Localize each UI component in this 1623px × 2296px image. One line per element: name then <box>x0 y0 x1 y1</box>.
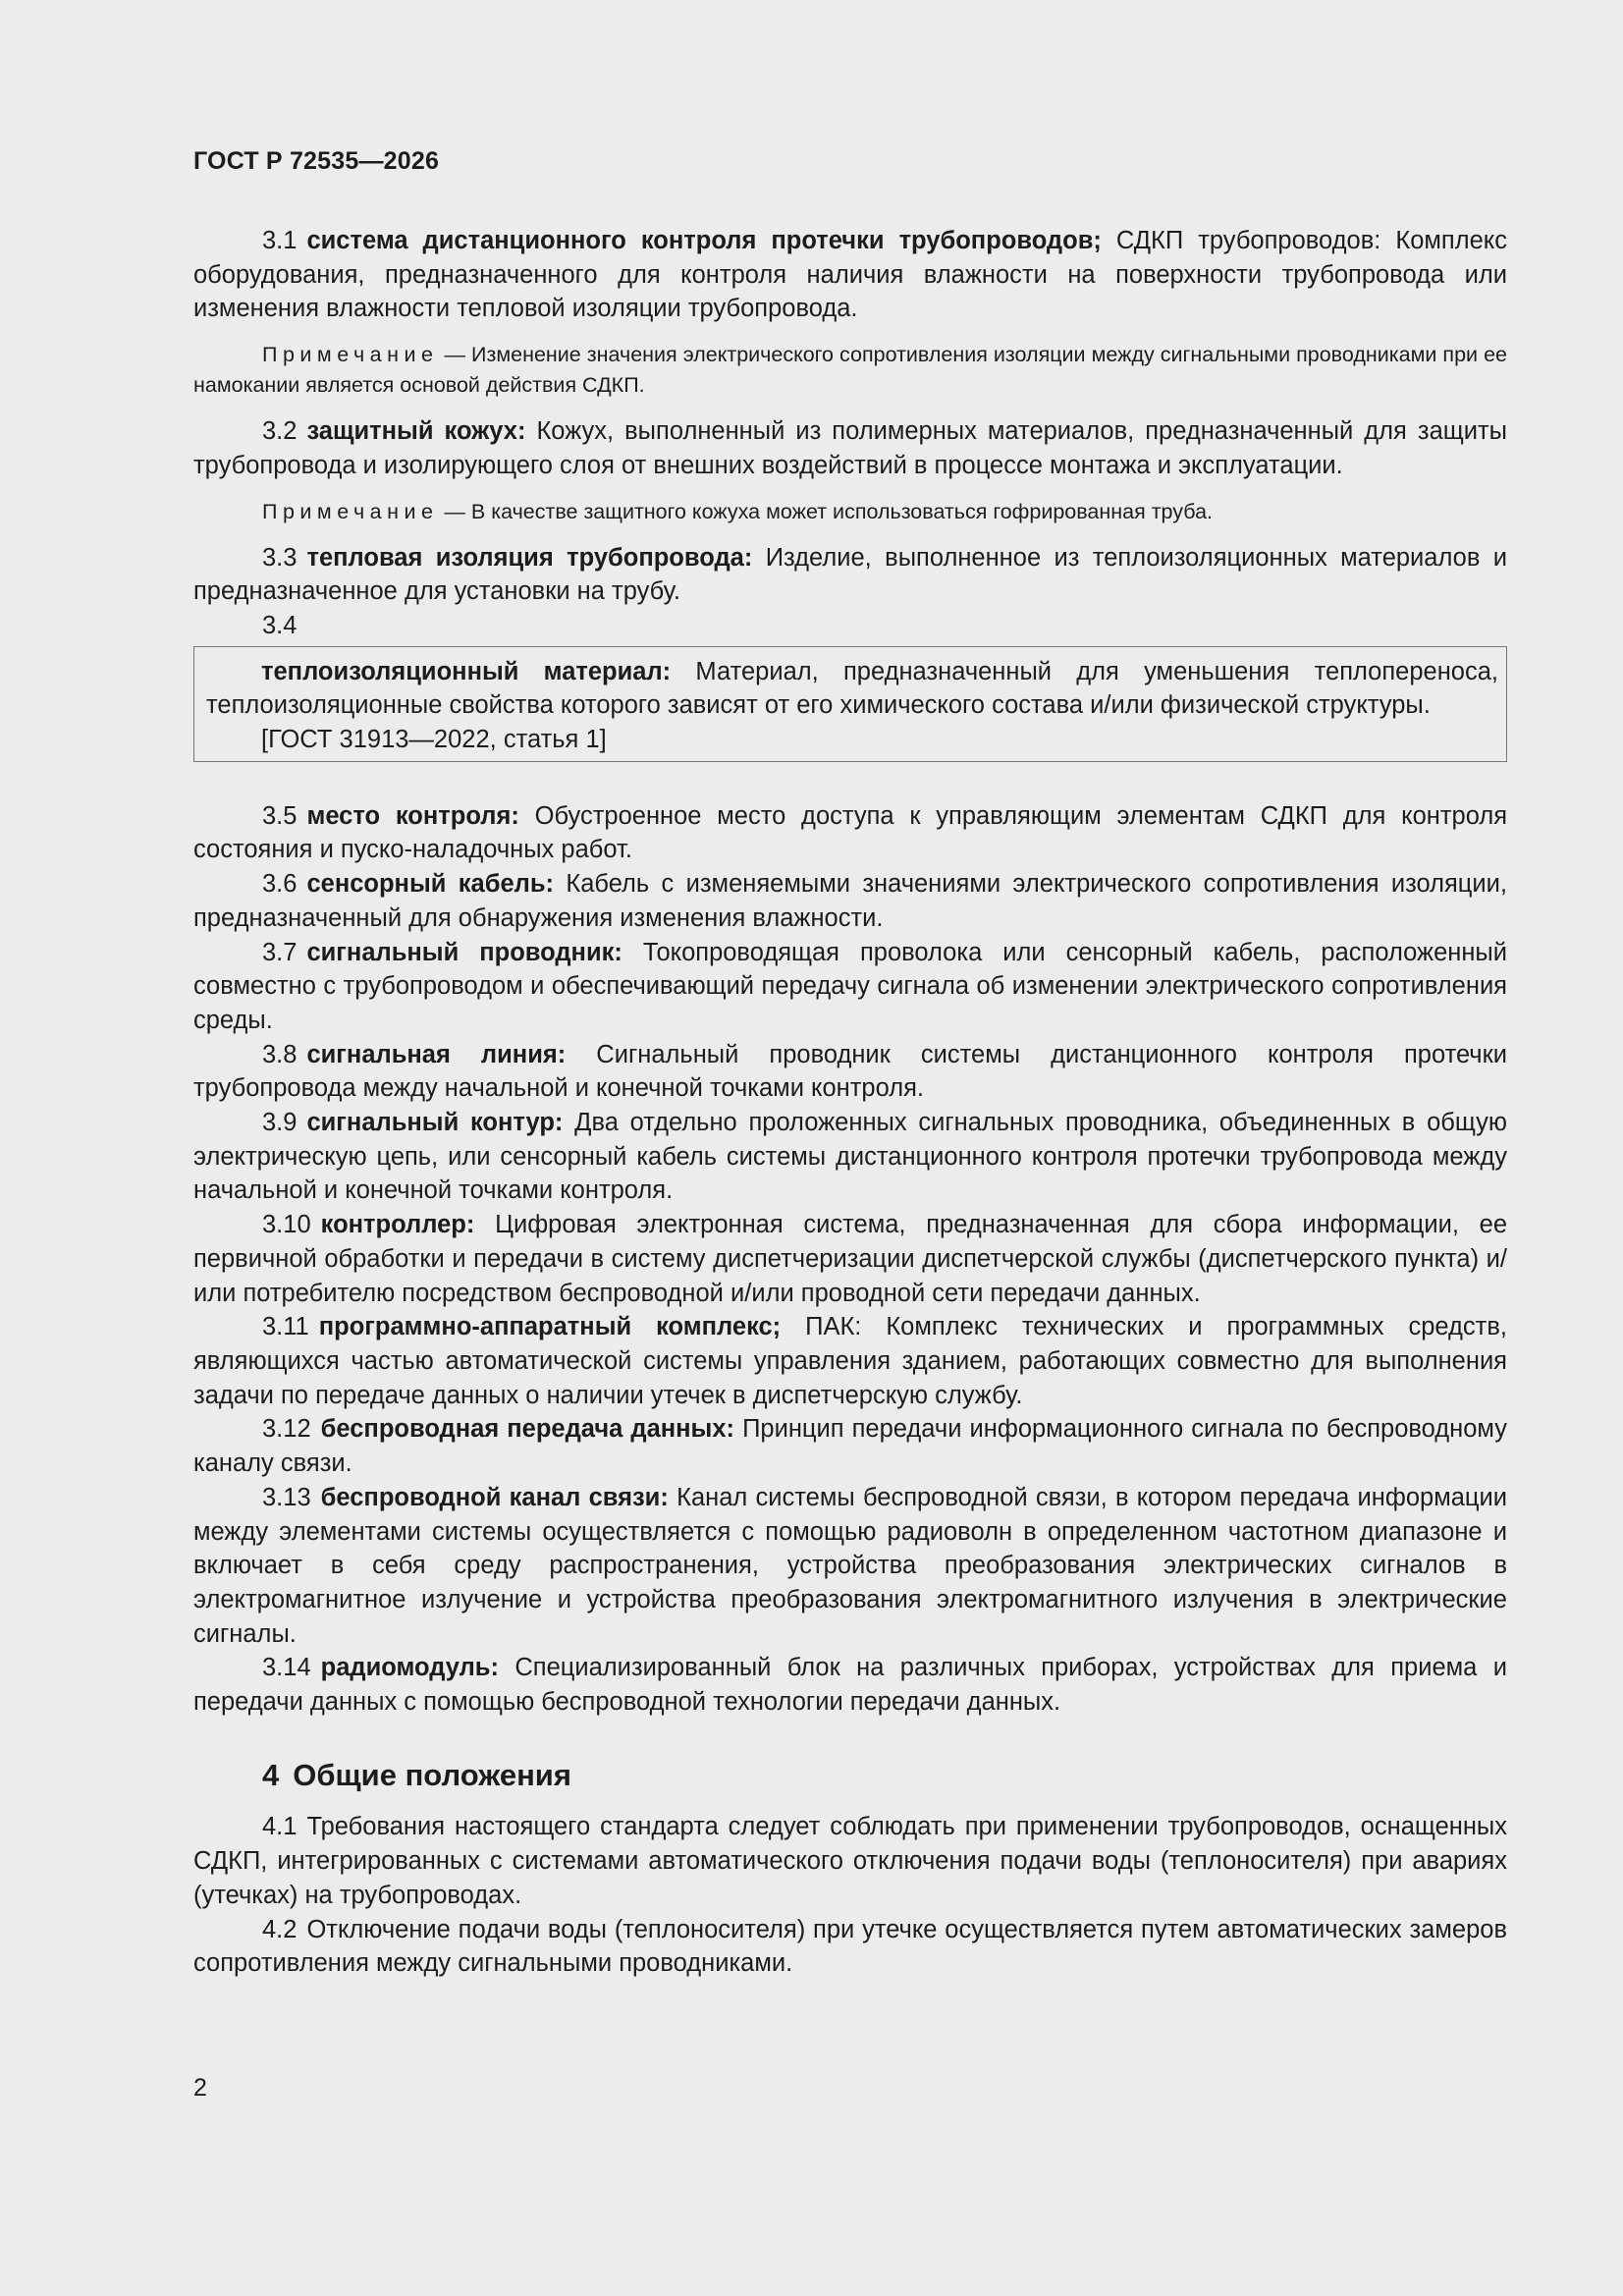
definition-3-2 <box>193 414 1507 482</box>
definition-3-12 <box>193 1412 1507 1480</box>
term: тепловая изоляция трубопровода: <box>306 543 753 572</box>
definition-text: Кожух, выполненный из полимерных материалов, предназначенный для защиты трубопровода и изолирующего слоя от внешних воздействий в процессе монтажа и эксплуатации. <box>193 417 1507 479</box>
note-text: — Изменение значения электрического сопротивления изоляции между сигнальными проводниками при ее намокании является основой действия СДКП. <box>193 343 1507 398</box>
definition-text: Обустроенное место доступа к управляющим элементам СДКП для контроля состояния и пуско-наладочных работ. <box>193 801 1508 864</box>
document-header: ГОСТ Р 72535—2026 <box>193 147 440 175</box>
clause-number: 3.13 <box>262 1483 311 1511</box>
clause-text: Требования настоящего стандарта следует соблюдать при применении трубопроводов, оснащенных СДКП, интегрированных с системами автоматического отключения подачи воды (теплоносителя) при авариях (утечках) на трубопроводах. <box>193 1813 1507 1909</box>
term: место контроля: <box>306 801 519 830</box>
term: теплоизоляционный материал: <box>261 657 672 685</box>
clause-number: 3.1 <box>262 227 298 254</box>
definition-3-14 <box>193 1651 1507 1719</box>
clause-number: 4.2 <box>262 1915 298 1943</box>
note-label: Примечание <box>262 343 439 367</box>
term: программно-аппаратный комплекс; <box>318 1313 782 1341</box>
definition-3-13 <box>193 1481 1507 1652</box>
definition-text: Токопроводящая проволока или сенсорный кабель, расположенный совместно с трубопроводом и обеспечивающий передачу сигнала об изменении электрического сопротивления среды. <box>193 938 1507 1034</box>
term: сенсорный кабель: <box>306 870 554 899</box>
clause-number: 3.7 <box>262 938 298 966</box>
definition-3-6 <box>193 867 1507 935</box>
clause-number: 3.2 <box>262 417 298 446</box>
note-1 <box>193 340 1507 401</box>
definition-text: СДКП трубопроводов: Комплекс оборудования, предназначенного для контроля наличия влажности на поверхности трубопровода или изменения влажности тепловой изоляции трубопровода. <box>193 227 1507 323</box>
definition-3-10 <box>193 1208 1507 1310</box>
clause-number: 3.5 <box>262 801 298 830</box>
page-number: 2 <box>193 2074 207 2102</box>
definition-text: ПАК: Комплекс технических и программных средств, являющихся частью автоматической системы управления зданием, работающих совместно для выполнения задачи по передаче данных о наличии утечек в диспетчерскую службу. <box>193 1313 1507 1409</box>
definition-text: Сигнальный проводник системы дистанционного контроля протечки трубопровода между начальной и конечной точками контроля. <box>193 1040 1507 1103</box>
term: беспроводная передача данных: <box>320 1415 735 1444</box>
definition-3-1 <box>193 224 1507 326</box>
term: защитный кожух: <box>306 417 526 446</box>
term: контроллер: <box>320 1211 475 1239</box>
definition-3-11 <box>193 1310 1507 1412</box>
source-reference: [ГОСТ 31913—2022, статья 1] <box>261 726 607 754</box>
definition-text: Специализированный блок на различных приборах, устройствах для приема и передачи данных с помощью беспроводной технологии передачи данных. <box>193 1654 1507 1717</box>
clause-number: 3.11 <box>262 1313 309 1341</box>
section-title: Общие положения <box>293 1757 571 1792</box>
note-text: — В качестве защитного кожуха может использоваться гофрированная труба. <box>438 499 1214 523</box>
clause-number: 3.4 <box>262 611 298 639</box>
definition-text: Изделие, выполненное из теплоизоляционных материалов и предназначенное для установки на трубу. <box>193 543 1507 606</box>
note-label: Примечание <box>262 499 439 523</box>
definition-text: Кабель с изменяемыми значениями электрического сопротивления изоляции, предназначенный для обнаружения изменения влажности. <box>193 870 1507 932</box>
definition-3-9 <box>193 1106 1507 1208</box>
definition-3-3 <box>193 541 1507 609</box>
clause-number: 3.8 <box>262 1040 298 1068</box>
clause-number: 3.12 <box>262 1415 311 1444</box>
term: сигнальный проводник: <box>306 938 622 966</box>
section-heading <box>262 1759 1507 1793</box>
clause-number: 4.1 <box>262 1813 298 1841</box>
document-body <box>193 224 1507 1981</box>
clause-4-1 <box>193 1810 1507 1912</box>
note-2 <box>193 497 1507 527</box>
definition-text: Материал, предназначенный для уменьшения теплопереноса, теплоизоляционные свойства которого зависят от его химического состава и/или физической структуры. <box>206 657 1498 720</box>
clause-4-2 <box>193 1913 1507 1981</box>
clause-number: 3.10 <box>262 1211 311 1239</box>
definition-3-5 <box>193 799 1507 867</box>
clause-text: Отключение подачи воды (теплоносителя) при утечке осуществляется путем автоматических замеров сопротивления между сигнальными проводниками. <box>193 1915 1507 1978</box>
definition-text: Цифровая электронная система, предназначенная для сбора информации, ее первичной обработки и передачи в систему диспетчеризации диспетчерской службы (диспетчерского пункта) и/или потребителю посредством беспроводной и/или проводной сети передачи данных. <box>193 1211 1507 1307</box>
section-number: 4 <box>262 1757 280 1792</box>
clause-number: 3.14 <box>262 1654 311 1682</box>
term: сигнальный контур: <box>306 1109 564 1137</box>
definition-text: Два отдельно проложенных сигнальных проводника, объединенных в общую электрическую цепь, или сенсорный кабель системы дистанционного контроля протечки трубопровода между начальной и конечной точками контроля. <box>193 1109 1508 1205</box>
cited-definition <box>206 655 1498 723</box>
term: сигнальная линия: <box>306 1040 567 1068</box>
definition-text: Канал системы беспроводной связи, в котором передача информации между элементами системы осуществляется с помощью радиоволн в определенном частотном диапазоне и включает в себя среду распространения, устройства преобразования электрических сигналов в электромагнитное излучение и устройства преобразования электромагнитного излучения в электрические сигналы. <box>193 1483 1507 1648</box>
cited-definition-box <box>193 646 1507 762</box>
term: радиомодуль: <box>320 1654 499 1682</box>
term: система дистанционного контроля протечки трубопроводов; <box>306 227 1102 254</box>
definition-3-8 <box>193 1038 1507 1106</box>
definition-text: Принцип передачи информационного сигнала по беспроводному каналу связи. <box>193 1415 1507 1478</box>
definition-3-7 <box>193 936 1507 1038</box>
clause-number: 3.9 <box>262 1109 298 1137</box>
term: беспроводной канал связи: <box>320 1483 669 1511</box>
clause-number: 3.3 <box>262 543 298 572</box>
definition-3-4 <box>193 609 1507 643</box>
clause-number: 3.6 <box>262 870 298 899</box>
